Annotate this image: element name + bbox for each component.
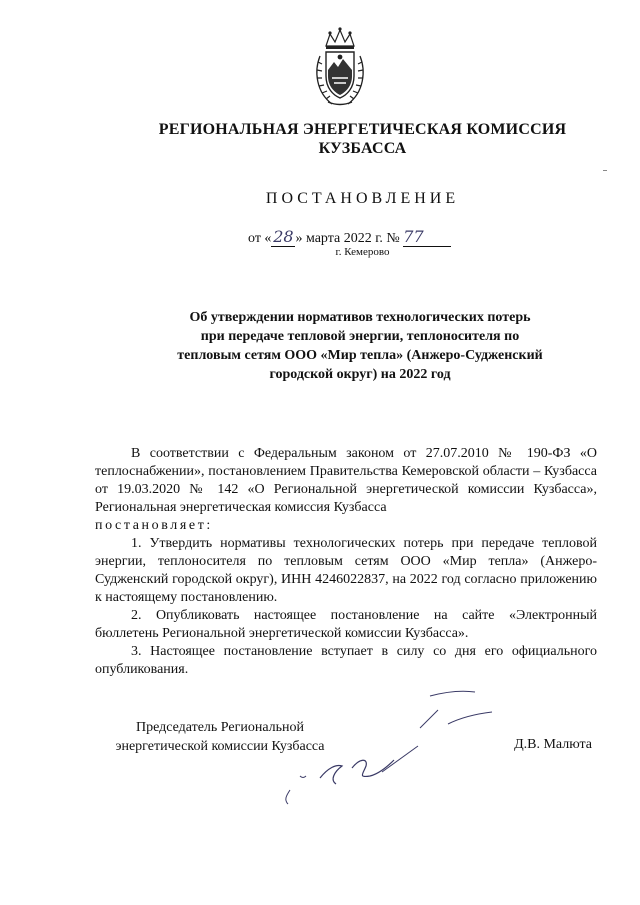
organization-name-line2: КУЗБАССА bbox=[318, 140, 407, 157]
coat-of-arms-emblem bbox=[312, 26, 368, 108]
margin-mark bbox=[603, 170, 607, 171]
body-item-1: 1. Утвердить нормативы технологических потерь при передаче тепловой энергии, теплоносителя по тепловым сетям ООО «Мир тепла» (Анжеро-Судженский городской округ), ИНН 4246022837, на 2022 год согласно приложению к настоящему постановлению. bbox=[95, 536, 597, 605]
body-item-2: 2. Опубликовать настоящее постановление на сайте «Электронный бюллетень Региональной энергетической комиссии Кузбасса». bbox=[95, 608, 597, 641]
date-rest: » марта 2022 г. № bbox=[295, 231, 400, 246]
document-type-title: ПОСТАНОВЛЕНИЕ bbox=[265, 190, 460, 207]
organization-name-line1: РЕГИОНАЛЬНАЯ ЭНЕРГЕТИЧЕСКАЯ КОМИССИЯ bbox=[158, 121, 567, 138]
subject-line1: Об утверждении нормативов технологических потерь bbox=[189, 310, 531, 325]
organization-name bbox=[90, 120, 635, 158]
signer-title-line2: энергетической комиссии Кузбасса bbox=[115, 739, 325, 754]
signer-name: Д.В. Малюта bbox=[514, 737, 592, 752]
date-prefix: от « bbox=[248, 231, 272, 246]
body-resolves: постановляет: bbox=[95, 518, 213, 533]
subject-line3: тепловым сетям ООО «Мир тепла» (Анжеро-Судженский bbox=[177, 348, 543, 363]
signer-title-line1: Председатель Региональной bbox=[135, 720, 305, 735]
body-item-3: 3. Настоящее постановление вступает в силу со дня его официального опубликования. bbox=[95, 644, 597, 677]
document-number-handwritten: 77 bbox=[403, 227, 451, 247]
document-subject bbox=[140, 308, 580, 384]
date-day-handwritten: 28 bbox=[273, 227, 294, 246]
document-date-number bbox=[248, 227, 451, 247]
subject-line4: городской округ) на 2022 год bbox=[269, 367, 451, 382]
handwritten-signature bbox=[270, 680, 520, 810]
document-body bbox=[95, 445, 597, 679]
document-city: г. Кемерово bbox=[335, 246, 390, 258]
subject-line2: при передаче тепловой энергии, теплоносителя по bbox=[200, 329, 520, 344]
body-preamble: В соответствии с Федеральным законом от 27.07.2010 № 190-ФЗ «О теплоснабжении», постановлением Правительства Кемеровской области – Кузбасса от 19.03.2020 № 142 «О Региональной энергетической комиссии Кузбасса», Региональная энергетическая комиссия Кузбасса bbox=[95, 446, 597, 515]
